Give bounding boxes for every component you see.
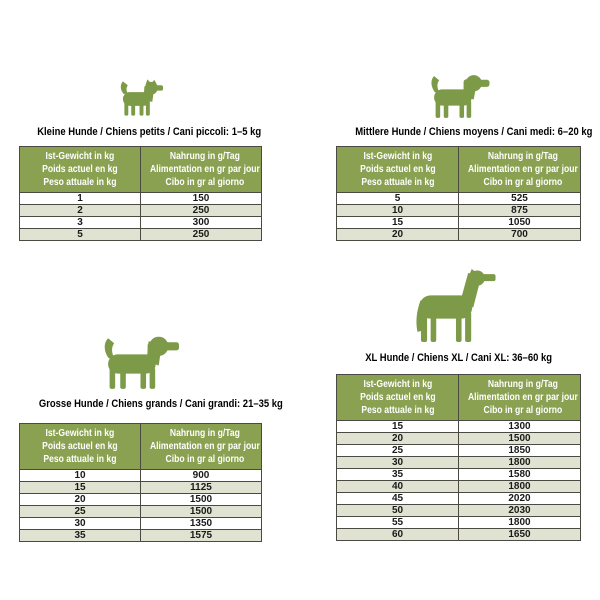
amount-cell: 1300 — [459, 421, 581, 433]
food-column-header: Nahrung in g/Tag Alimentation en gr par jour Cibo in gr al giorno — [459, 147, 581, 193]
amount-cell: 1500 — [141, 506, 262, 518]
amount-cell: 700 — [459, 229, 581, 241]
weight-cell: 10 — [337, 205, 459, 217]
weight-cell: 35 — [337, 469, 459, 481]
weight-cell: 5 — [337, 193, 459, 205]
weight-cell: 5 — [20, 229, 141, 241]
table-row — [20, 193, 262, 205]
section-title-small-dogs: Kleine Hunde / Chiens petits / Cani piccoli: 1–5 kg — [37, 126, 262, 138]
table-row — [337, 205, 581, 217]
food-column-header: Nahrung in g/Tag Alimentation en gr par jour Cibo in gr al giorno — [141, 424, 262, 470]
amount-cell: 1125 — [141, 482, 262, 494]
feeding-table-large-dogs — [19, 423, 262, 542]
amount-cell: 300 — [141, 217, 262, 229]
table-row — [20, 530, 262, 542]
amount-cell: 1850 — [459, 445, 581, 457]
amount-cell: 250 — [141, 229, 262, 241]
weight-cell: 60 — [337, 529, 459, 541]
table-row — [20, 518, 262, 530]
weight-cell: 20 — [337, 433, 459, 445]
xl-dog-icon — [412, 269, 502, 343]
amount-cell: 1500 — [459, 433, 581, 445]
amount-cell: 1800 — [459, 481, 581, 493]
amount-cell: 2020 — [459, 493, 581, 505]
table-row — [337, 433, 581, 445]
amount-cell: 1580 — [459, 469, 581, 481]
table-row — [20, 506, 262, 518]
weight-cell: 10 — [20, 470, 141, 482]
table-row — [20, 470, 262, 482]
table-row — [337, 229, 581, 241]
amount-cell: 150 — [141, 193, 262, 205]
weight-column-header: Ist-Gewicht in kg Poids actuel en kg Peso attuale in kg — [20, 424, 141, 470]
weight-cell: 20 — [20, 494, 141, 506]
food-column-header: Nahrung in g/Tag Alimentation en gr par jour Cibo in gr al giorno — [459, 375, 581, 421]
amount-cell: 875 — [459, 205, 581, 217]
table-row — [337, 193, 581, 205]
table-row — [337, 469, 581, 481]
amount-cell: 2030 — [459, 505, 581, 517]
feeding-table-medium-dogs — [336, 146, 581, 241]
medium-dog-icon — [429, 72, 490, 120]
table-row — [337, 529, 581, 541]
table-row — [337, 517, 581, 529]
amount-cell: 1800 — [459, 517, 581, 529]
weight-cell: 1 — [20, 193, 141, 205]
amount-cell: 250 — [141, 205, 262, 217]
feeding-table-xl-dogs — [336, 374, 581, 541]
table-row — [337, 457, 581, 469]
weight-column-header: Ist-Gewicht in kg Poids actuel en kg Peso attuale in kg — [337, 375, 459, 421]
table-row — [337, 421, 581, 433]
small-dog-icon — [119, 79, 164, 119]
weight-cell: 2 — [20, 205, 141, 217]
weight-cell: 25 — [337, 445, 459, 457]
weight-cell: 30 — [337, 457, 459, 469]
weight-cell: 45 — [337, 493, 459, 505]
table-row — [20, 229, 262, 241]
large-dog-icon — [102, 332, 180, 390]
section-title-xl-dogs: XL Hunde / Chiens XL / Cani XL: 36–60 kg — [365, 352, 552, 364]
food-column-header: Nahrung in g/Tag Alimentation en gr par jour Cibo in gr al giorno — [141, 147, 262, 193]
weight-cell: 15 — [337, 421, 459, 433]
table-row — [337, 505, 581, 517]
feeding-table-small-dogs — [19, 146, 262, 241]
weight-cell: 35 — [20, 530, 141, 542]
section-title-large-dogs: Grosse Hunde / Chiens grands / Cani grandi: 21–35 kg — [38, 398, 283, 410]
amount-cell: 1050 — [459, 217, 581, 229]
amount-cell: 525 — [459, 193, 581, 205]
table-row — [337, 493, 581, 505]
weight-cell: 15 — [337, 217, 459, 229]
weight-column-header: Ist-Gewicht in kg Poids actuel en kg Peso attuale in kg — [337, 147, 459, 193]
table-row — [20, 494, 262, 506]
weight-cell: 20 — [337, 229, 459, 241]
amount-cell: 1650 — [459, 529, 581, 541]
weight-cell: 3 — [20, 217, 141, 229]
amount-cell: 1800 — [459, 457, 581, 469]
amount-cell: 1575 — [141, 530, 262, 542]
weight-cell: 55 — [337, 517, 459, 529]
table-row — [337, 445, 581, 457]
table-row — [337, 217, 581, 229]
amount-cell: 1500 — [141, 494, 262, 506]
table-row — [337, 481, 581, 493]
table-row — [20, 482, 262, 494]
weight-cell: 25 — [20, 506, 141, 518]
section-title-medium-dogs: Mittlere Hunde / Chiens moyens / Cani medi: 6–20 kg — [355, 126, 593, 138]
table-row — [20, 217, 262, 229]
weight-column-header: Ist-Gewicht in kg Poids actuel en kg Peso attuale in kg — [20, 147, 141, 193]
amount-cell: 900 — [141, 470, 262, 482]
table-row — [20, 205, 262, 217]
weight-cell: 15 — [20, 482, 141, 494]
amount-cell: 1350 — [141, 518, 262, 530]
weight-cell: 40 — [337, 481, 459, 493]
weight-cell: 50 — [337, 505, 459, 517]
weight-cell: 30 — [20, 518, 141, 530]
